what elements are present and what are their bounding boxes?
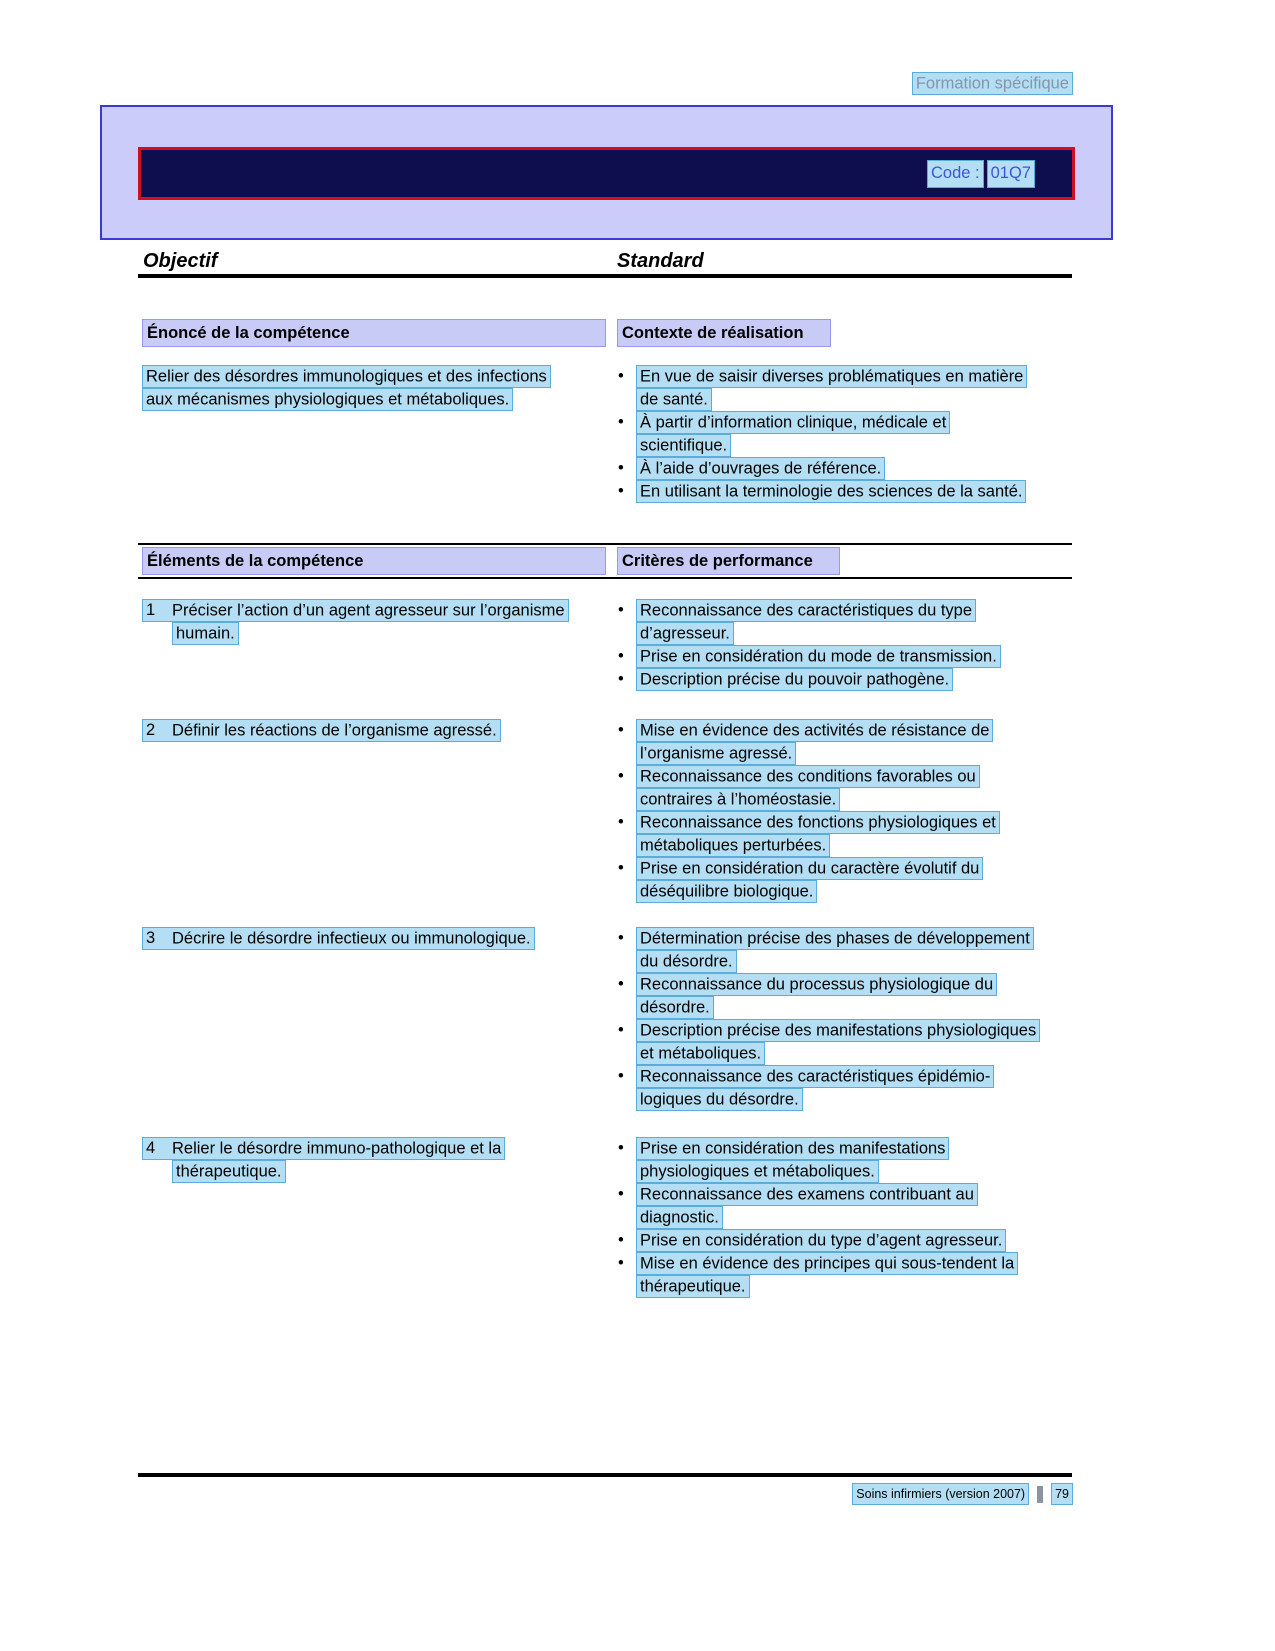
competence-statement-cell	[138, 365, 613, 503]
element-text: Préciser l’action d’un agent agresseur sur l’organisme humain.	[172, 601, 565, 642]
bullet-icon: •	[618, 1185, 624, 1203]
list-item	[618, 668, 1045, 691]
column-objectif: Objectif	[143, 250, 218, 272]
code-label: Code :	[928, 161, 983, 187]
list-item	[618, 1065, 1045, 1111]
list-item	[618, 645, 1045, 668]
criterion-text: Reconnaissance des examens contribuant au diagnostic.	[637, 1184, 977, 1228]
criteres-header: Critères de performance	[618, 548, 839, 574]
contexte-list	[613, 365, 1072, 503]
criterion-text: Prise en considération du mode de transmission.	[637, 646, 1000, 667]
criterion-text: Reconnaissance des caractéristiques du type d’agresseur.	[637, 600, 975, 644]
criterion-text: Prise en considération des manifestations physiologiques et métaboliques.	[637, 1138, 948, 1182]
bullet-icon: •	[618, 1067, 624, 1085]
element-cell	[138, 927, 613, 1111]
criterion-text: Prise en considération du type d’agent agresseur.	[637, 1230, 1005, 1251]
list-item	[618, 927, 1045, 973]
context-text: En utilisant la terminologie des sciences de la santé.	[637, 481, 1025, 502]
list-item	[618, 973, 1045, 1019]
footer-separator	[1037, 1486, 1043, 1503]
contexte-header-cell	[613, 320, 1072, 346]
element-line	[143, 720, 500, 741]
list-item	[618, 1183, 1045, 1229]
code-value: 01Q7	[988, 161, 1034, 187]
criterion-text: Mise en évidence des activités de résistance de l’organisme agressé.	[637, 720, 992, 764]
bullet-icon: •	[618, 1254, 624, 1272]
header-row	[138, 0, 1072, 95]
bullet-icon: •	[618, 975, 624, 993]
footer-row	[138, 1484, 1072, 1504]
page-footer	[138, 1473, 1072, 1504]
criterion-text: Description précise des manifestations physiologiques et métaboliques.	[637, 1020, 1039, 1064]
criterion-text: Prise en considération du caractère évolutif du déséquilibre biologique.	[637, 858, 982, 902]
competence-statement: Relier des désordres immunologiques et des infections aux mécanismes physiologiques et métaboliques.	[143, 366, 550, 410]
bullet-icon: •	[618, 767, 624, 785]
footer-page-number: 79	[1052, 1484, 1072, 1504]
criteres-header-cell	[613, 548, 1072, 574]
bullet-icon: •	[618, 482, 624, 500]
bullet-icon: •	[618, 721, 624, 739]
bullet-icon: •	[618, 813, 624, 831]
context-text: À partir d’information clinique, médicale et scientifique.	[637, 412, 949, 456]
list-item	[618, 365, 1045, 411]
context-text: À l’aide d’ouvrages de référence.	[637, 458, 884, 479]
context-text: En vue de saisir diverses problématiques en matière de santé.	[637, 366, 1026, 410]
list-item	[618, 765, 1045, 811]
contexte-header: Contexte de réalisation	[618, 320, 830, 346]
element-number: 3	[146, 929, 156, 947]
element-line	[143, 1138, 504, 1182]
enonce-header: Énoncé de la compétence	[143, 320, 605, 346]
criterion-text: Reconnaissance des fonctions physiologiques et métaboliques perturbées.	[637, 812, 999, 856]
list-item	[618, 480, 1045, 503]
document-content	[138, 250, 1072, 1298]
element-row	[138, 927, 1072, 1111]
element-cell	[138, 599, 613, 691]
element-number: 4	[146, 1139, 156, 1157]
bullet-icon: •	[618, 601, 624, 619]
list-item	[618, 1252, 1045, 1298]
title-banner	[138, 147, 1075, 200]
elements-header: Éléments de la compétence	[143, 548, 605, 574]
list-item	[618, 857, 1045, 903]
element-line	[143, 600, 568, 644]
element-row	[138, 1137, 1072, 1298]
enonce-header-cell	[138, 320, 613, 346]
bullet-icon: •	[618, 859, 624, 877]
list-item	[618, 1229, 1045, 1252]
bullet-icon: •	[618, 647, 624, 665]
element-text: Décrire le désordre infectieux ou immunologique.	[172, 929, 531, 947]
element-cell	[138, 1137, 613, 1298]
element-number: 2	[146, 721, 156, 739]
bullet-icon: •	[618, 459, 624, 477]
section-tag: Formation spécifique	[913, 73, 1072, 94]
footer-doc-title: Soins infirmiers (version 2007)	[853, 1484, 1028, 1504]
competence-header-row	[138, 320, 1072, 346]
element-text: Relier le désordre immuno-pathologique et la thérapeutique.	[172, 1139, 502, 1180]
bullet-icon: •	[618, 1139, 624, 1157]
competence-body-row	[138, 365, 1072, 503]
element-text: Définir les réactions de l’organisme agressé.	[172, 721, 497, 739]
list-item	[618, 1137, 1045, 1183]
criterion-text: Reconnaissance du processus physiologique du désordre.	[637, 974, 996, 1018]
criteria-list	[613, 599, 1072, 691]
criteria-list	[613, 927, 1072, 1111]
criterion-text: Description précise du pouvoir pathogène.	[637, 669, 952, 690]
element-number: 1	[146, 601, 156, 619]
list-item	[618, 1019, 1045, 1065]
bullet-icon: •	[618, 929, 624, 947]
list-item	[618, 411, 1045, 457]
criteria-list	[613, 719, 1072, 903]
bullet-icon: •	[618, 367, 624, 385]
criterion-text: Mise en évidence des principes qui sous-tendent la thérapeutique.	[637, 1253, 1017, 1297]
list-item	[618, 599, 1045, 645]
column-headers	[138, 250, 1072, 278]
criteria-list	[613, 1137, 1072, 1298]
criterion-text: Détermination précise des phases de développement du désordre.	[637, 928, 1033, 972]
criterion-text: Reconnaissance des conditions favorables ou contraires à l’homéostasie.	[637, 766, 979, 810]
criterion-text: Reconnaissance des caractéristiques épidémio-logiques du désordre.	[637, 1066, 993, 1110]
list-item	[618, 811, 1045, 857]
bullet-icon: •	[618, 1021, 624, 1039]
element-row	[138, 599, 1072, 691]
list-item	[618, 457, 1045, 480]
element-row	[138, 719, 1072, 903]
elements-header-cell	[138, 548, 613, 574]
bullet-icon: •	[618, 1231, 624, 1249]
bullet-icon: •	[618, 413, 624, 431]
bullet-icon: •	[618, 670, 624, 688]
footer-rule	[138, 1473, 1072, 1477]
title-box	[100, 105, 1113, 240]
elements-header-row	[138, 543, 1072, 579]
element-line	[143, 928, 534, 949]
column-standard: Standard	[617, 250, 704, 272]
list-item	[618, 719, 1045, 765]
element-cell	[138, 719, 613, 903]
